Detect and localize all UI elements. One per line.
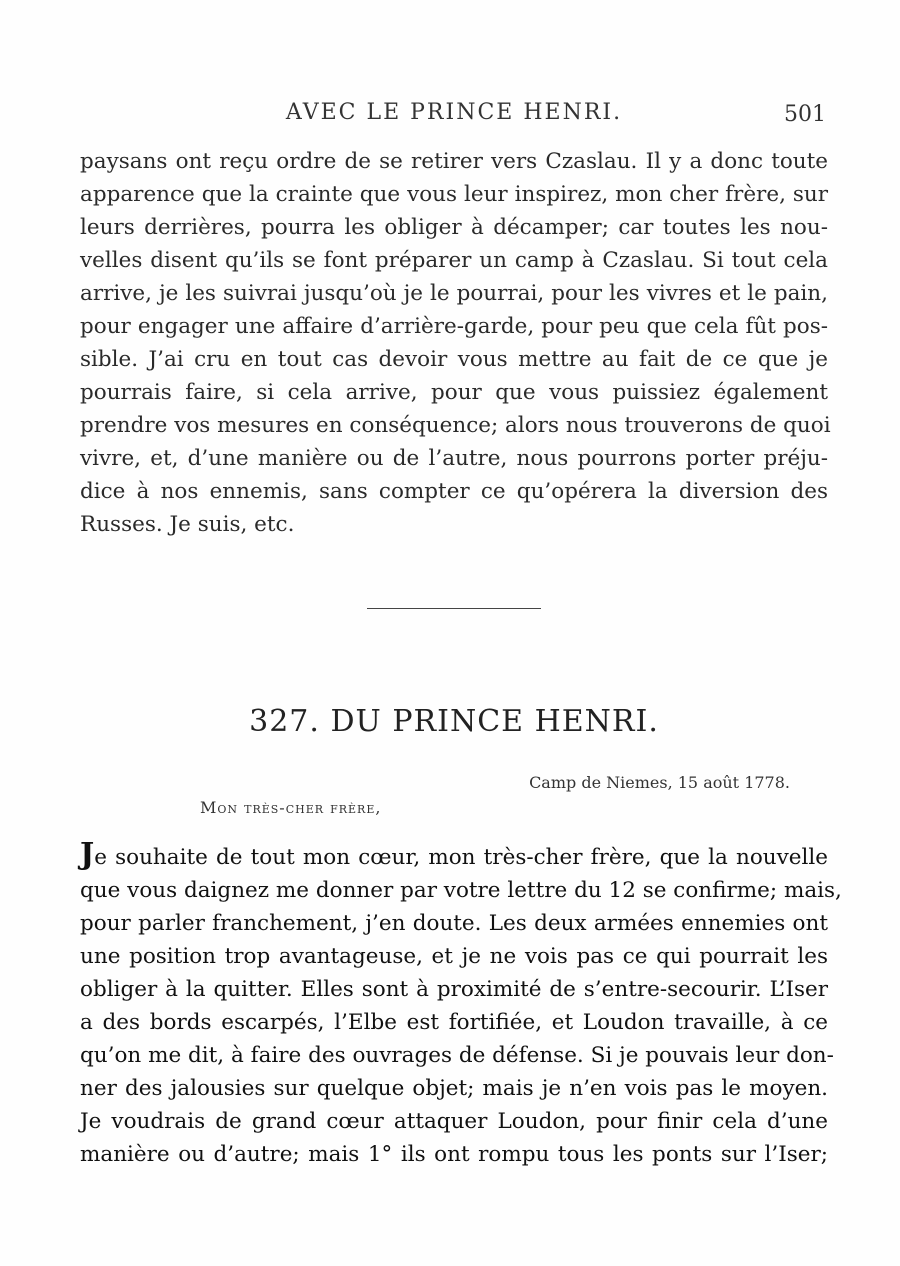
- text-line: a des bords escarpés, l’Elbe est fortifiée, et Loudon travaille, à ce: [80, 1010, 828, 1035]
- section-divider: [367, 608, 541, 609]
- text-line: leurs derrières, pourra les obliger à décamper; car toutes les nou-: [80, 215, 828, 240]
- dateline: Camp de Niemes, 15 août 1778.: [529, 773, 790, 792]
- text-line-rest: e souhaite de tout mon cœur, mon très-cher frère, que la nouvelle: [94, 845, 828, 870]
- text-line: velles disent qu’ils se font préparer un camp à Czaslau. Si tout cela: [80, 248, 828, 273]
- running-title: AVEC LE PRINCE HENRI.: [285, 100, 623, 125]
- text-line: que vous daignez me donner par votre lettre du 12 se confirme; mais,: [80, 878, 842, 903]
- text-line: paysans ont reçu ordre de se retirer vers Czaslau. Il y a donc toute: [80, 149, 828, 174]
- page-number: 501: [784, 102, 826, 127]
- text-line: pour engager une affaire d’arrière-garde, pour peu que cela fût pos-: [80, 314, 828, 339]
- letter-paragraph: [80, 837, 842, 1171]
- text-line: vivre, et, d’une manière ou de l’autre, nous pourrons porter préju-: [80, 446, 828, 471]
- text-line: qu’on me dit, à faire des ouvrages de défense. Si je pouvais leur don-: [80, 1043, 834, 1068]
- text-line: manière ou d’autre; mais 1° ils ont rompu tous les ponts sur l’Iser;: [80, 1142, 828, 1167]
- text-line: dice à nos ennemis, sans compter ce qu’opérera la diversion des: [80, 479, 828, 504]
- text-line: apparence que la crainte que vous leur inspirez, mon cher frère, sur: [80, 182, 828, 207]
- text-line: Je voudrais de grand cœur attaquer Loudon, pour finir cela d’une: [80, 1109, 828, 1134]
- text-line: obliger à la quitter. Elles sont à proximité de s’entre-secourir. L’Iser: [80, 977, 828, 1002]
- text-line: une position trop avantageuse, et je ne vois pas ce qui pourrait les: [80, 944, 828, 969]
- text-line: prendre vos mesures en conséquence; alors nous trouverons de quoi: [80, 413, 831, 438]
- running-head: [80, 98, 828, 132]
- salutation: Mon très-cher frère,: [200, 798, 382, 817]
- continuation-paragraph: [80, 145, 831, 541]
- text-line: ner des jalousies sur quelque objet; mais je n’en vois pas le moyen.: [80, 1076, 828, 1101]
- text-line: arrive, je les suivrai jusqu’où je le pourrai, pour les vivres et le pain,: [80, 281, 828, 306]
- text-line: [80, 838, 828, 874]
- text-line: pour parler franchement, j’en doute. Les deux armées ennemies ont: [80, 911, 828, 936]
- drop-cap: J: [80, 837, 95, 872]
- text-line: pourrais faire, si cela arrive, pour que vous puissiez également: [80, 380, 828, 405]
- letter-title: 327. DU PRINCE HENRI.: [249, 704, 659, 739]
- text-line: sible. J’ai cru en tout cas devoir vous mettre au fait de ce que je: [80, 347, 828, 372]
- text-line: Russes. Je suis, etc.: [80, 512, 295, 537]
